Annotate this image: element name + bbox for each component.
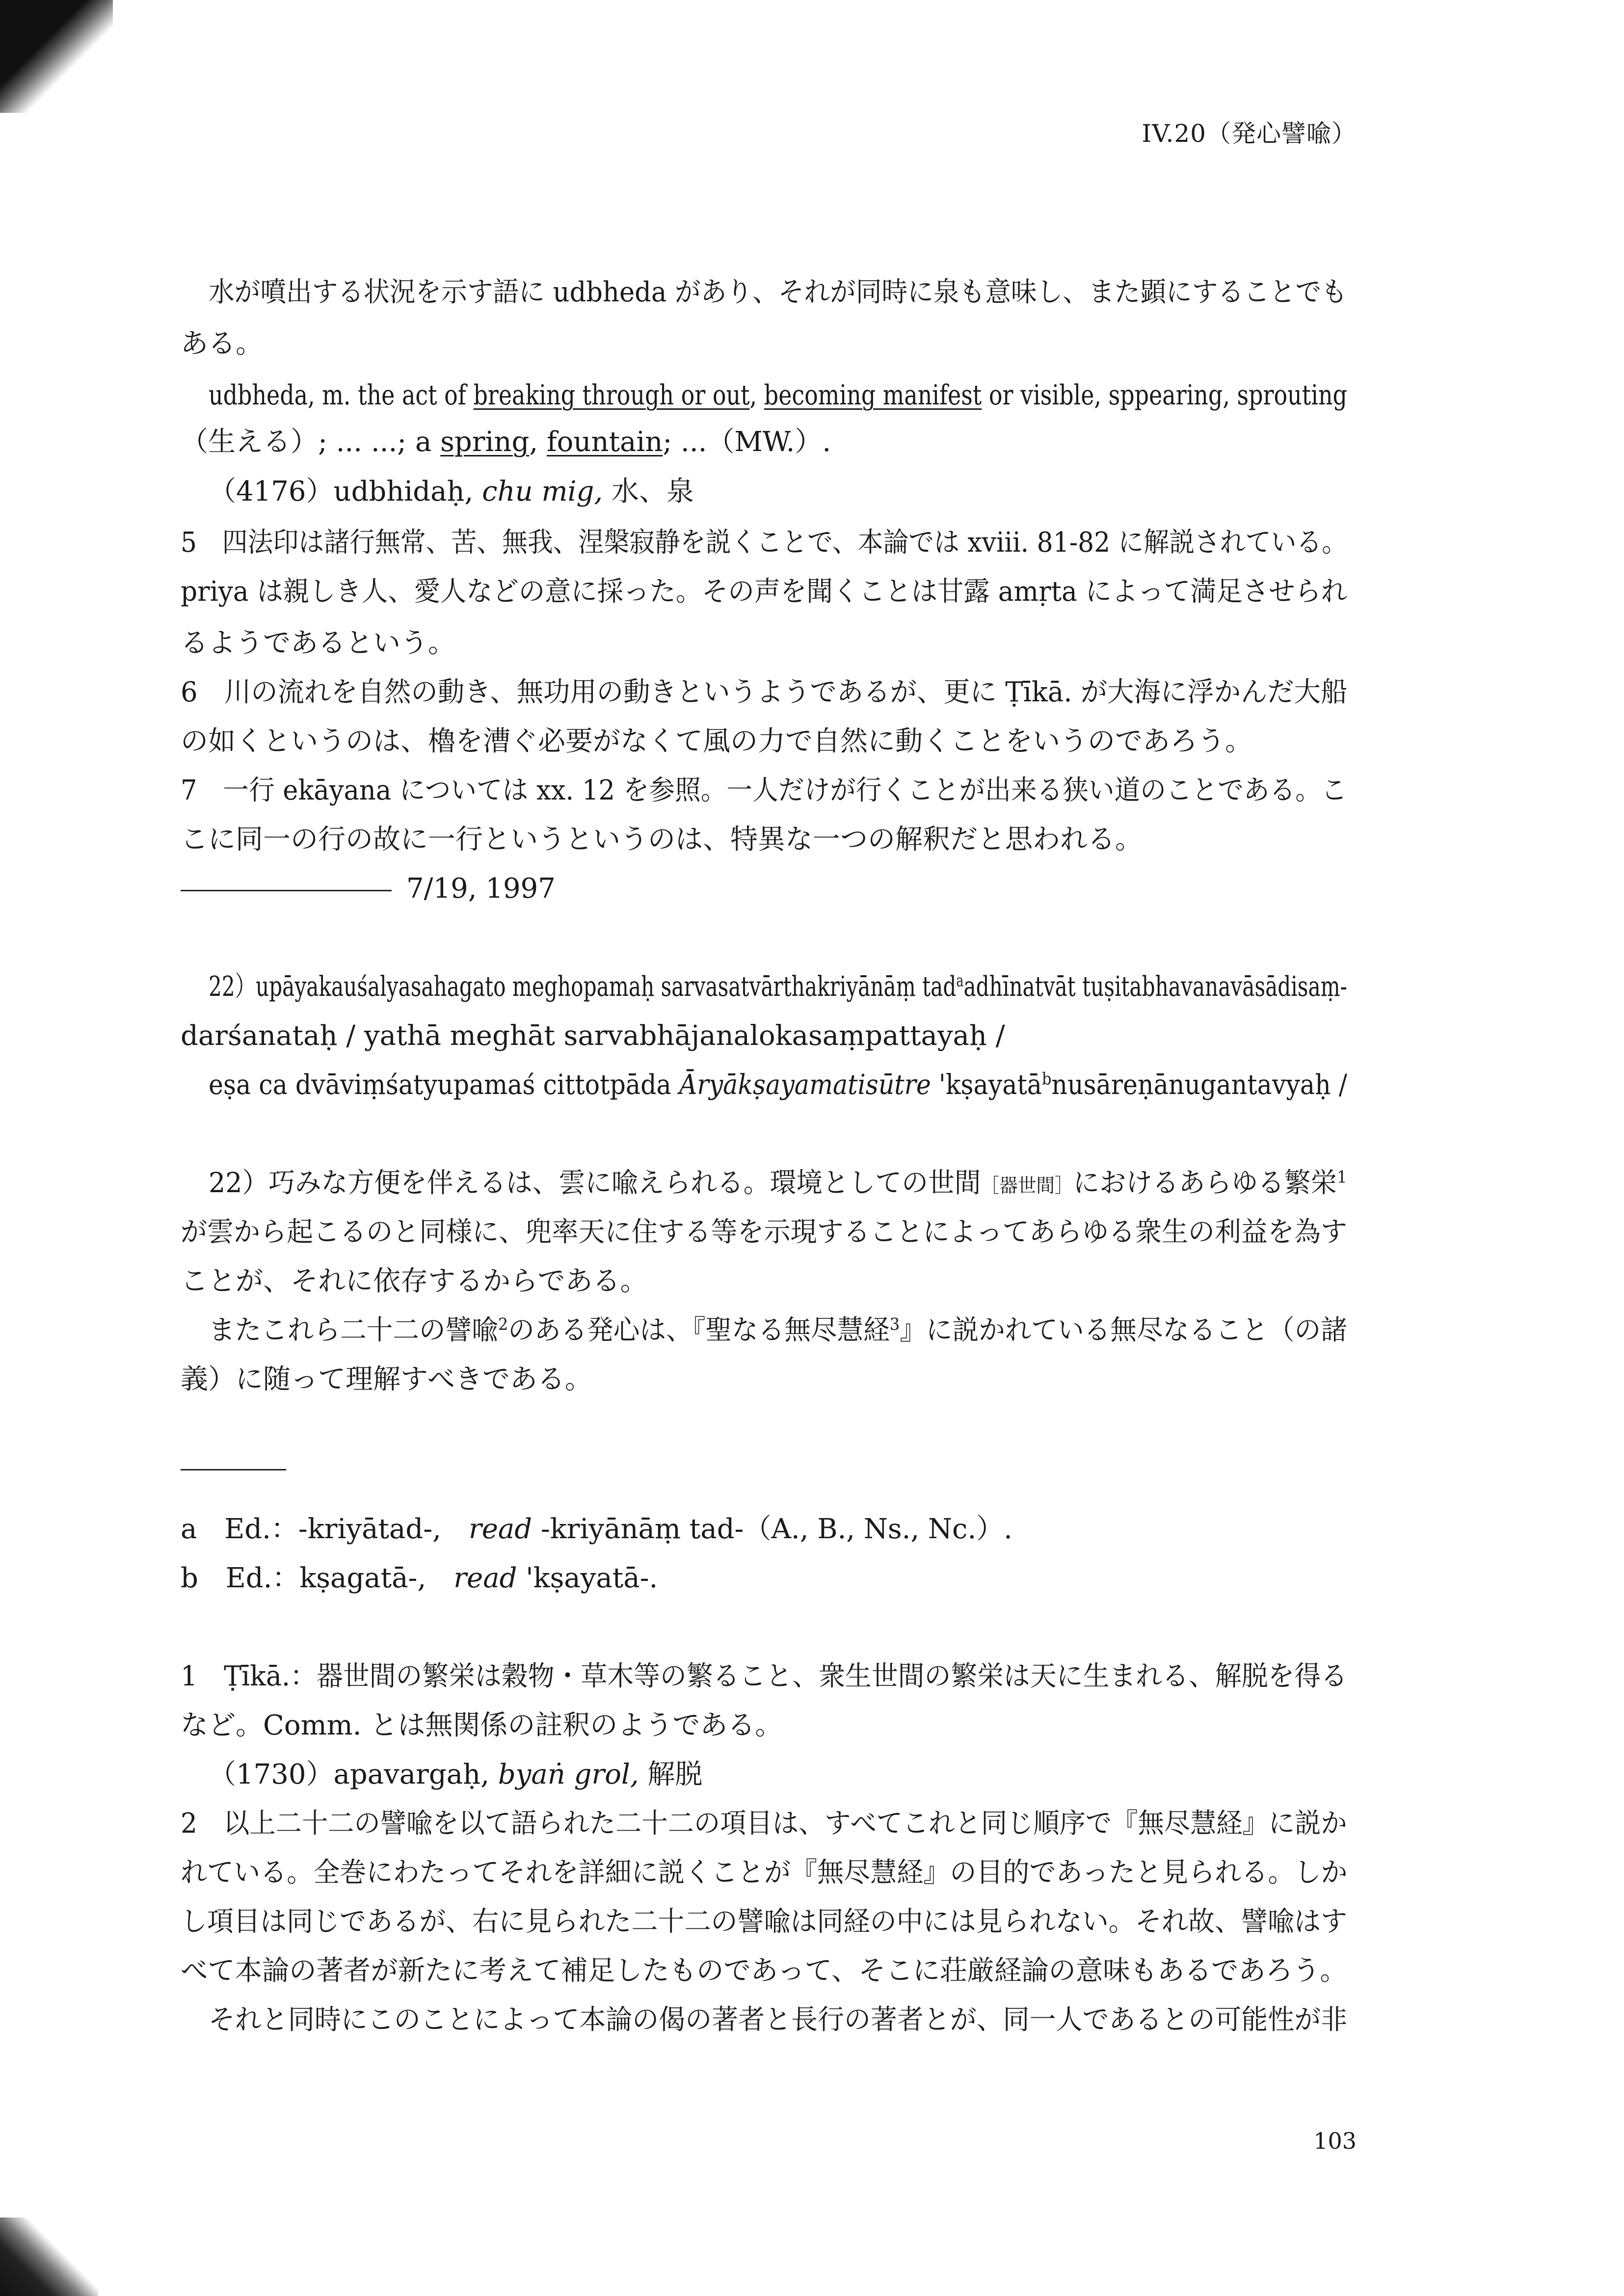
scan-corner-shadow-bottom: [0, 2217, 98, 2296]
note-2-cont: れている。全巻にわたってそれを詳細に説くことが『無尽慧経』の目的であったと見られる。しか: [181, 1857, 1348, 1889]
note-1: 1 Ṭīkā.：器世間の繁栄は穀物・草木等の繁ること、衆生世間の繁栄は天に生まれる、解脱を得る: [181, 1660, 1348, 1692]
translation-line: またこれら二十二の譬喩$^2$のある発心は、『聖なる無尽慧経$^3$』に説かれている無尽なること（の諸: [209, 1314, 1347, 1346]
body-line: 水が噴出する状況を示す語に udbheda があり、それが同時に泉も意味し、また顕にすることでも: [209, 276, 1347, 308]
page-number: 103: [1313, 2128, 1357, 2154]
note-2-cont: べて本論の著者が新たに考えて補足したものであって、そこに荘厳経論の意味もあるであろう。: [181, 1955, 1347, 1987]
date-rule: [181, 890, 392, 891]
note-7: 7 一行 ekāyana については xx. 12 を参照。一人だけが行くことが出来る狭い道のことである。こ: [181, 774, 1347, 806]
body-line: ある。: [181, 328, 263, 360]
translation-line: 22）巧みな方便を伴えるは、雲に喩えられる。環境としての世間［器世間］におけるあらゆる繁栄$^1$: [209, 1167, 1347, 1199]
note-5-cont: るようであるという。: [181, 627, 455, 659]
translation-line: が雲から起こるのと同様に、兜率天に住する等を示現することによってあらゆる衆生の利益を為す: [181, 1216, 1348, 1248]
verse-line: darśanataḥ / yathā meghāt sarvabhājanalokasaṃpattayaḥ /: [181, 1020, 1005, 1052]
translation-line: 義）に随って理解すべきである。: [181, 1363, 592, 1395]
note-6: 6 川の流れを自然の動き、無功用の動きというようであるが、更に Ṭīkā. が大海に浮かんだ大船: [181, 676, 1348, 708]
note-2-cont: し項目は同じであるが、右に見られた二十二の譬喩は同経の中には見られない。それ故、譬喩はす: [181, 1906, 1348, 1938]
running-header: IV.20（発心譬喩）: [1142, 119, 1357, 148]
note-7-cont: こに同一の行の故に一行というというのは、特異な一つの解釈だと思われる。: [181, 824, 1143, 855]
reference-line: （4176）udbhidaḥ, chu mig, 水、泉: [209, 476, 694, 507]
footnote-b: b Ed.：kṣagatā-, read 'kṣayatā-.: [181, 1562, 658, 1594]
verse-line: eṣa ca dvāviṃśatyupamaś cittotpāda Āryākṣayamatisūtre 'kṣayatā$^b$nusāreṇānugantavyaḥ /: [209, 1069, 1347, 1101]
note-5: 5 四法印は諸行無常、苦、無我、涅槃寂静を説くことで、本論では xviii. 81-82 に解説されている。: [181, 527, 1348, 559]
dictionary-entry: udbheda, m. the act of breaking through or out, becoming manifest or visible, sppearing, sprouting: [209, 379, 1347, 411]
date-line: 7/19, 1997: [181, 875, 556, 903]
reference-line: （1730）apavargaḥ, byaṅ grol, 解脱: [209, 1759, 703, 1790]
verse-line: 22）upāyakauśalyasahagato meghopamaḥ sarvasatvārthakriyānāṃ tad$^a$adhīnatvāt tuṣitabhavanavāsādisaṃ-: [209, 971, 1347, 1003]
dictionary-entry-cont: （生える）; ... ...; a spring, fountain; ...（MW.）.: [181, 426, 831, 458]
note-1-cont: など。Comm. とは無関係の註釈のようである。: [181, 1709, 783, 1741]
translation-line: ことが、それに依存するからである。: [181, 1265, 648, 1297]
note-2-cont: それと同時にこのことによって本論の偈の著者と長行の著者とが、同一人であるとの可能性が非: [209, 2004, 1348, 2036]
footnote-separator: [181, 1469, 286, 1470]
note-5-cont: priya は親しき人、愛人などの意に採った。その声を聞くことは甘露 amṛta によって満足させられ: [181, 576, 1348, 608]
note-2: 2 以上二十二の譬喩を以て語られた二十二の項目は、すべてこれと同じ順序で『無尽慧経』に説か: [181, 1808, 1347, 1840]
footnote-a: a Ed.：-kriyātad-, read -kriyānāṃ tad-（A., B., Ns., Nc.）.: [181, 1513, 1012, 1545]
scan-corner-shadow-top: [0, 0, 113, 113]
note-6-cont: の如くというのは、櫓を漕ぐ必要がなくて風の力で自然に動くことをいうのであろう。: [181, 725, 1252, 757]
